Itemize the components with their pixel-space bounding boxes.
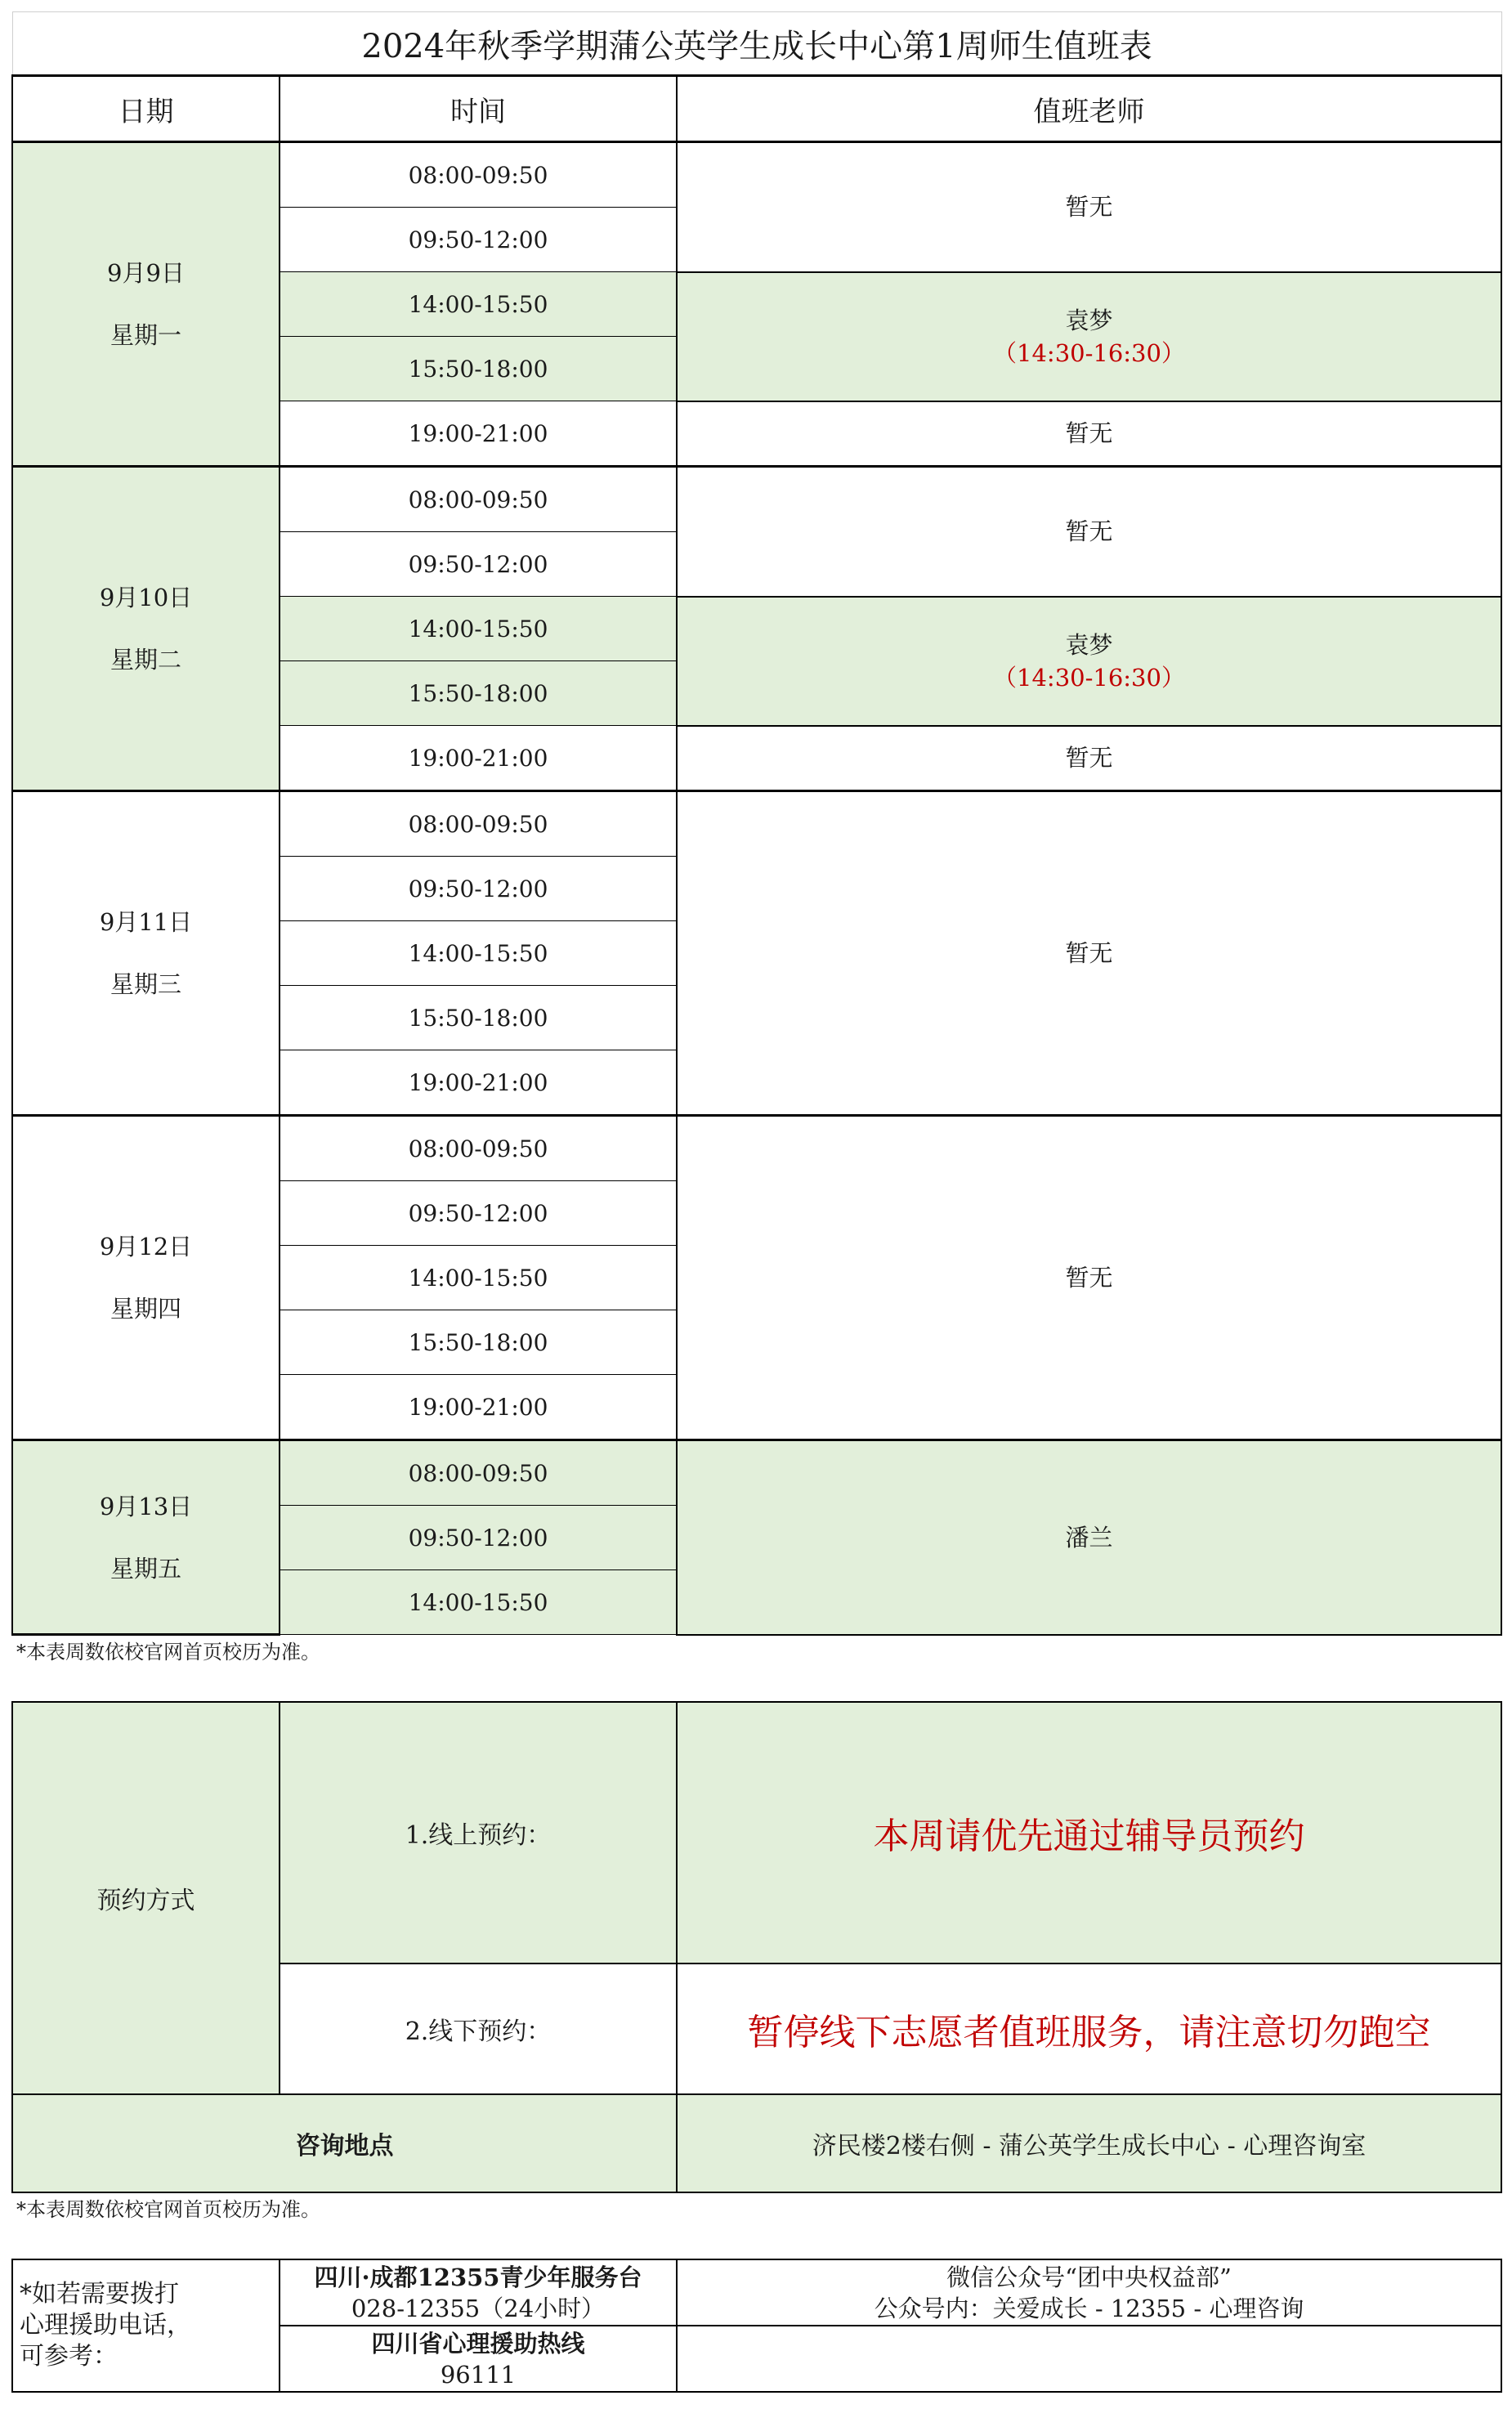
duty-teacher-cell xyxy=(677,1440,1501,1635)
schedule-row xyxy=(12,1440,1501,1506)
page-title: 2024年秋季学期蒲公英学生成长中心第1周师生值班表 xyxy=(12,12,1501,76)
date-cell xyxy=(12,791,280,1116)
teacher-name: 暂无 xyxy=(1065,419,1113,448)
wechat-account-line1: 微信公众号“团中央权益部” xyxy=(946,2263,1232,2291)
date-label: 9月13日 xyxy=(99,1492,193,1520)
calendar-note-2: *本表周数依校官网首页校历为准。 xyxy=(16,2198,320,2221)
date-cell xyxy=(12,467,280,791)
teacher-name: 潘兰 xyxy=(1065,1523,1113,1552)
date-cell xyxy=(12,1116,280,1440)
hotline-intro xyxy=(12,2259,280,2392)
teacher-name: 暂无 xyxy=(1065,193,1113,222)
header-teacher: 值班老师 xyxy=(677,76,1501,142)
date-cell xyxy=(12,1440,280,1635)
hotline-intro-line2: 心理援助电话， xyxy=(20,2311,191,2340)
time-slot: 14:00-15:50 xyxy=(280,272,677,337)
weekday-label: 星期二 xyxy=(110,646,181,674)
online-appointment-label: 1.线上预约： xyxy=(280,1702,677,1964)
header-date: 日期 xyxy=(12,76,280,142)
time-slot: 09:50-12:00 xyxy=(280,1506,677,1570)
teacher-name: 暂无 xyxy=(1065,1264,1113,1292)
duty-teacher-cell xyxy=(677,597,1501,726)
duty-table xyxy=(11,11,1502,1636)
time-slot: 08:00-09:50 xyxy=(280,142,677,208)
date-cell xyxy=(12,142,280,467)
schedule-row xyxy=(12,791,1501,857)
time-slot: 14:00-15:50 xyxy=(280,1246,677,1310)
time-slot: 09:50-12:00 xyxy=(280,857,677,921)
duty-teacher-cell xyxy=(677,1116,1501,1440)
time-slot: 15:50-18:00 xyxy=(280,1310,677,1375)
offline-appointment-label: 2.线下预约： xyxy=(280,1964,677,2094)
teacher-name: 袁梦 xyxy=(1065,306,1113,334)
duty-teacher-cell xyxy=(677,791,1501,1116)
header-time: 时间 xyxy=(280,76,677,142)
schedule-row xyxy=(12,1116,1501,1181)
calendar-note: *本表周数依校官网首页校历为准。 xyxy=(16,1641,320,1663)
date-label: 9月12日 xyxy=(99,1233,193,1260)
hotline-table xyxy=(11,2259,1502,2393)
time-slot: 08:00-09:50 xyxy=(280,1116,677,1181)
time-slot: 19:00-21:00 xyxy=(280,401,677,467)
duty-teacher-cell xyxy=(677,272,1501,401)
weekday-label: 星期三 xyxy=(110,970,181,998)
hotline-96111 xyxy=(280,2326,677,2392)
duty-teacher-cell xyxy=(677,142,1501,272)
time-slot: 19:00-21:00 xyxy=(280,726,677,791)
schedule-row xyxy=(12,467,1501,532)
location-label: 咨询地点 xyxy=(12,2094,677,2192)
hotline-12355 xyxy=(280,2259,677,2326)
duty-teacher-cell xyxy=(677,726,1501,791)
appointment-table xyxy=(11,1701,1502,2193)
duty-teacher-cell xyxy=(677,401,1501,467)
schedule-body xyxy=(12,142,1501,1635)
time-slot: 15:50-18:00 xyxy=(280,337,677,401)
online-appointment-text: 本周请优先通过辅导员预约 xyxy=(677,1702,1501,1964)
time-slot: 08:00-09:50 xyxy=(280,1440,677,1506)
duty-hours-note: （14:30-16:30） xyxy=(993,338,1185,367)
teacher-name: 暂无 xyxy=(1065,744,1113,772)
time-slot: 19:00-21:00 xyxy=(280,1050,677,1116)
weekday-label: 星期四 xyxy=(110,1295,181,1323)
schedule-row xyxy=(12,142,1501,208)
time-slot: 08:00-09:50 xyxy=(280,467,677,532)
hotline-12355-number: 028-12355（24小时） xyxy=(351,2294,606,2322)
weekday-label: 星期一 xyxy=(110,321,181,349)
time-slot: 19:00-21:00 xyxy=(280,1375,677,1440)
hotline-12355-name: 四川·成都12355青少年服务台 xyxy=(314,2263,642,2291)
time-slot: 09:50-12:00 xyxy=(280,1181,677,1246)
time-slot: 08:00-09:50 xyxy=(280,791,677,857)
time-slot: 14:00-15:50 xyxy=(280,597,677,661)
date-label: 9月9日 xyxy=(107,259,185,287)
time-slot: 15:50-18:00 xyxy=(280,986,677,1050)
time-slot: 14:00-15:50 xyxy=(280,921,677,986)
duty-teacher-cell xyxy=(677,467,1501,597)
duty-roster-sheet xyxy=(11,11,1501,2393)
weekday-label: 星期五 xyxy=(110,1554,181,1583)
time-slot: 09:50-12:00 xyxy=(280,208,677,272)
time-slot: 15:50-18:00 xyxy=(280,661,677,726)
time-slot: 09:50-12:00 xyxy=(280,532,677,597)
time-slot: 14:00-15:50 xyxy=(280,1570,677,1635)
hotline-intro-line3: 可参考： xyxy=(20,2342,118,2371)
teacher-name: 暂无 xyxy=(1065,939,1113,967)
wechat-account xyxy=(677,2259,1501,2326)
location-text: 济民楼2楼右侧 - 蒲公英学生成长中心 - 心理咨询室 xyxy=(677,2094,1501,2192)
hotline-empty-cell xyxy=(677,2326,1501,2392)
hotline-intro-line1: *如若需要拨打 xyxy=(20,2280,179,2308)
duty-hours-note: （14:30-16:30） xyxy=(993,663,1185,692)
teacher-name: 袁梦 xyxy=(1065,630,1113,659)
appointment-label: 预约方式 xyxy=(12,1702,280,2094)
date-label: 9月11日 xyxy=(99,908,193,936)
offline-appointment-text: 暂停线下志愿者值班服务，请注意切勿跑空 xyxy=(677,1964,1501,2094)
date-label: 9月10日 xyxy=(99,584,193,611)
teacher-name: 暂无 xyxy=(1065,517,1113,546)
hotline-96111-number: 96111 xyxy=(440,2360,517,2389)
wechat-account-line2: 公众号内：关爱成长 - 12355 - 心理咨询 xyxy=(874,2294,1304,2322)
hotline-96111-name: 四川省心理援助热线 xyxy=(371,2329,585,2358)
